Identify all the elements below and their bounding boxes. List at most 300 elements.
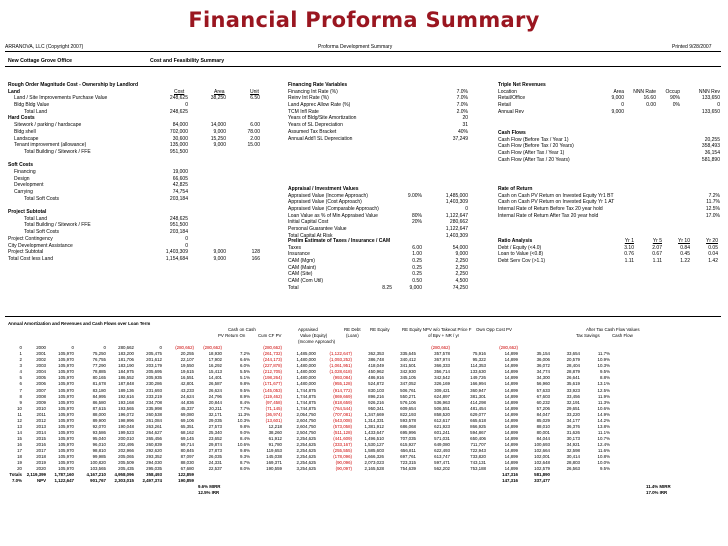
amort-cell: (227,878) xyxy=(263,363,282,369)
amort-cell: 186,552 xyxy=(118,375,134,381)
amort-cell: 77,290 xyxy=(92,363,106,369)
amort-cell: (244,173) xyxy=(263,357,282,363)
section-row xyxy=(288,136,468,143)
amort-cell: 1,585,603 xyxy=(364,447,384,453)
amort-cell: 356,714 xyxy=(434,369,450,375)
prelim-row-b: 54,000 xyxy=(452,244,468,251)
amort-cell: 2013 xyxy=(36,423,46,429)
amort-cell: 260,538 xyxy=(146,411,162,417)
section-row xyxy=(288,102,468,109)
amort-cell: 69,106 xyxy=(180,417,194,423)
amort-cell: (993,084) xyxy=(333,375,352,381)
amort-cell: 100,820 xyxy=(90,460,106,466)
section-row xyxy=(8,102,268,109)
hard-row-label: Total Building / Sitework / FFE xyxy=(24,148,91,155)
soft-row-label: Carrying xyxy=(14,189,33,195)
hard-row-area: 9,000 xyxy=(213,142,226,149)
amort-cell: 27,873 xyxy=(208,447,222,453)
appraisal-row-value: 1,403,309 xyxy=(445,232,468,239)
hard-row-area: 14,000 xyxy=(210,122,226,129)
amort-cell: 15,413 xyxy=(208,369,222,375)
prelim-row-extra: 8.25 xyxy=(382,284,392,291)
amort-cell: 295,035 xyxy=(146,466,162,472)
amort-cell: 95,040 xyxy=(92,435,106,441)
amort-cell: 14,899 xyxy=(504,460,518,466)
amort-cell: 1,530,127 xyxy=(364,441,384,447)
ratio-col-header: Yr 20 xyxy=(706,238,718,244)
amort-cell: 7.2% xyxy=(239,351,250,357)
financing-heading: Financing Rate Variables xyxy=(288,82,348,88)
amort-group-label: Value (Equity) xyxy=(300,333,328,339)
amort-cell: 4,167,210 xyxy=(86,472,106,478)
amort-cell: 650,406 xyxy=(470,435,486,441)
section-row xyxy=(288,89,468,96)
amort-cell: 1,122,647 xyxy=(54,478,74,484)
amort-cell: 102,664 xyxy=(534,447,550,453)
subtotal-row-cost: 0 xyxy=(185,242,188,249)
amort-irr-row xyxy=(8,490,720,496)
amort-cell: 102,579 xyxy=(534,466,550,472)
appraisal-row-value: 1,485,000 xyxy=(445,192,468,199)
amort-group-label: (Loan) xyxy=(346,333,359,339)
section-row xyxy=(498,251,723,258)
amort-cell: 199,523 xyxy=(118,429,134,435)
appraisal-row-label: Loan Value as % of Min Appraised Value xyxy=(288,212,378,219)
amort-cell: 10 xyxy=(17,405,22,411)
soft-row-cost: 42,825 xyxy=(172,182,188,189)
amort-group-label: Cash Flow xyxy=(612,333,633,339)
financing-row-value: 40% xyxy=(457,128,468,135)
amort-cell: 105,970 xyxy=(58,411,74,417)
amort-cell: 6.0% xyxy=(239,363,250,369)
section-row xyxy=(8,249,268,256)
amort-cell: 192,616 xyxy=(118,393,134,399)
amort-cell: 9.8% xyxy=(239,423,250,429)
amort-cell: 34,177 xyxy=(566,417,580,423)
amort-cell: 169,371 xyxy=(266,460,282,466)
amort-cell: 576,106 xyxy=(400,399,416,405)
amort-cell: 450,962 xyxy=(368,369,384,375)
land-row-label: Bldg Bldg Value xyxy=(14,102,50,109)
amort-cell: 12,218 xyxy=(268,423,282,429)
prelim-row-label: Taxes xyxy=(288,244,302,251)
amort-cell: 9.8% xyxy=(239,447,250,453)
amort-cell: 2000 xyxy=(36,345,46,351)
section-row xyxy=(498,137,723,144)
section-row xyxy=(288,265,468,272)
amort-cell: 2012 xyxy=(36,417,46,423)
amort-cell: 1,744,875 xyxy=(296,387,316,393)
amort-cell: 5.1% xyxy=(239,375,250,381)
amort-cell: 30,173 xyxy=(566,435,580,441)
rate-of-return-section xyxy=(498,186,723,219)
amort-cell: 38,260 xyxy=(268,429,282,435)
prelim-row-a: 0.50 xyxy=(412,278,422,285)
amort-cell: 2003 xyxy=(36,363,46,369)
prelim-row-label: Insurance xyxy=(288,251,310,258)
amort-cell: 201,612 xyxy=(146,357,162,363)
amort-cell: 20,255 xyxy=(180,351,194,357)
amort-cell: 57,206 xyxy=(536,405,550,411)
subheader-rule xyxy=(5,66,721,67)
amort-cell: 57,633 xyxy=(536,387,550,393)
appraisal-heading: Appraisal / Investment Values xyxy=(288,186,359,192)
header-center: Proforma Development Summary xyxy=(318,44,393,50)
amort-cell: 16 xyxy=(17,441,22,447)
ratio-row-value: 0.45 xyxy=(680,251,690,258)
amort-cell: 32,171 xyxy=(208,411,222,417)
amort-cell: 14,899 xyxy=(504,369,518,375)
financing-row-value: 7.0% xyxy=(456,102,468,109)
financing-row-value: 37,249 xyxy=(452,135,468,142)
appraisal-section xyxy=(288,186,468,240)
amort-cell: 30,414 xyxy=(566,454,580,460)
soft-row-cost: 74,754 xyxy=(172,189,188,195)
appraisal-row-pct: 9.00% xyxy=(407,192,422,199)
section-row xyxy=(498,213,723,220)
amort-cell: 1,381,912 xyxy=(364,423,384,429)
amort-cell: 2,254,625 xyxy=(296,454,316,460)
rough-heading: Rough Order Magnitude Cost - Ownership by Landlord xyxy=(8,82,138,88)
amort-cell: 15 xyxy=(17,435,22,441)
amort-cell: 14.9% xyxy=(597,411,610,417)
amort-cell: 33,456 xyxy=(566,393,580,399)
hard-row-cost: 30,600 xyxy=(172,135,188,142)
amort-cell: 68,162 xyxy=(180,429,194,435)
land-row-cost: 248,625 xyxy=(169,108,188,115)
amort-cell: 414,298 xyxy=(470,399,486,405)
amort-cell: 84,995 xyxy=(92,393,106,399)
subtotal-row-unit: 166 xyxy=(251,255,260,262)
amort-cell: 35,154 xyxy=(536,351,550,357)
amort-cell: 609,654 xyxy=(400,405,416,411)
amort-cell: 14,899 xyxy=(504,357,518,363)
amort-cell: 187,848 xyxy=(118,381,134,387)
amort-cell: 24,331 xyxy=(208,460,222,466)
amort-cell: 711,707 xyxy=(470,441,486,447)
amort-cell: 2,254,625 xyxy=(296,447,316,453)
amort-cell: 105,970 xyxy=(58,399,74,405)
amort-cell: (71,145) xyxy=(265,405,282,411)
amort-cell: 205,475 xyxy=(146,351,162,357)
amort-cell: 205,509 xyxy=(118,460,134,466)
amort-cell: 11.1% xyxy=(597,429,610,435)
amort-cell: 69,714 xyxy=(180,441,194,447)
amort-cell: 233,219 xyxy=(146,393,162,399)
section-row xyxy=(288,251,468,258)
amort-cell: 84,047 xyxy=(536,411,550,417)
subtotal-row-label: Project Contingency xyxy=(8,235,53,242)
subtotal-row-cost: 203,184 xyxy=(169,229,188,236)
appraisal-row-value: 1,122,647 xyxy=(445,226,468,233)
amort-cell: (36,974) xyxy=(265,411,282,417)
amort-cell: (280,662) xyxy=(431,345,450,351)
amort-cell: 309,421 xyxy=(434,387,450,393)
subtotal-row-area: 9,000 xyxy=(213,249,226,256)
appraisal-row-label: Appraised Value (Income Approach) xyxy=(288,192,368,199)
amort-cell: 2009 xyxy=(36,399,46,405)
amort-cell: 621,923 xyxy=(434,423,450,429)
amort-cell: 85,029 xyxy=(536,417,550,423)
amort-cell: 0 xyxy=(159,345,162,351)
prelim-row-label: CAM (Site) xyxy=(288,271,313,278)
amort-cell: 1,666,326 xyxy=(364,454,384,460)
amort-cell: NPV xyxy=(36,478,46,484)
amort-cell: 2,254,625 xyxy=(296,441,316,447)
amort-cell: 743,131 xyxy=(470,460,486,466)
amort-cell: Totals xyxy=(9,472,22,478)
amort-cell: 1,480,000 xyxy=(296,375,316,381)
amort-cell: 84,044 xyxy=(536,435,550,441)
amort-cell: 34,774 xyxy=(536,369,550,375)
irr-after-tax: 17.0% IRR xyxy=(646,490,668,496)
amort-cell: 3,254,625 xyxy=(296,466,316,472)
hard-row-label: Landscape xyxy=(14,135,39,142)
amort-cell: 723,315 xyxy=(400,460,416,466)
amort-cell: 105,970 xyxy=(58,429,74,435)
amort-cell: 105,970 xyxy=(58,393,74,399)
amort-cell: (90,097) xyxy=(335,466,352,472)
amort-cell: 44,836 xyxy=(180,399,194,405)
amort-cell: 26,035 xyxy=(208,454,222,460)
soft-row-cost: 19,000 xyxy=(172,168,188,175)
prelim-row-b: 4,500 xyxy=(455,278,468,285)
amort-cell: 88,000 xyxy=(92,411,106,417)
appraisal-row-value: 1,122,647 xyxy=(445,212,468,219)
amort-cell: 8.8% xyxy=(599,375,610,381)
amort-group-label: After Tax Cash Flow Values xyxy=(586,327,640,333)
amort-cell: 2,604,750 xyxy=(296,423,316,429)
appraisal-row-value: 1,403,309 xyxy=(445,199,468,206)
col-cost-header: Cost xyxy=(174,88,185,95)
amort-cell: 14.2% xyxy=(597,417,610,423)
hard-row-unit: 78.00 xyxy=(247,128,260,135)
amort-cell: 105,970 xyxy=(58,387,74,393)
amort-cell: 20,844 xyxy=(208,399,222,405)
amort-cell: 24,624 xyxy=(180,393,194,399)
amort-cell: 858,520 xyxy=(434,411,450,417)
col-unit-header: Unit xyxy=(250,88,259,95)
section-row xyxy=(288,219,468,226)
section-row xyxy=(288,278,468,285)
amort-cell: 26,587 xyxy=(208,381,222,387)
amort-cell: 10.7% xyxy=(597,435,610,441)
amort-cell: 686,068 xyxy=(400,423,416,429)
amort-cell: 2015 xyxy=(36,435,46,441)
amort-cell: 5.5% xyxy=(239,369,250,375)
amort-cell: 901,767 xyxy=(90,478,106,484)
amort-cell: 202,966 xyxy=(118,447,134,453)
section-row xyxy=(8,256,268,263)
amort-cell: 45,337 xyxy=(180,405,194,411)
amort-cell: 11.7% xyxy=(597,351,610,357)
amort-cell: (119,462) xyxy=(263,393,282,399)
amort-cell: (13,601) xyxy=(265,417,282,423)
amort-cell: 14,899 xyxy=(504,387,518,393)
amort-cell: 105,970 xyxy=(58,454,74,460)
prelim-row-a: 0.25 xyxy=(412,264,422,271)
amort-cell: 80,845 xyxy=(180,447,194,453)
appraisal-row-value: 280,662 xyxy=(449,219,468,226)
amort-cell: 28,803 xyxy=(566,460,580,466)
amort-cell: 25,340 xyxy=(208,429,222,435)
financing-row-label: Assumed Tax Bracket xyxy=(288,128,337,135)
amort-cell: 202,495 xyxy=(118,441,134,447)
ratio-col-header: Yr 5 xyxy=(652,238,662,244)
amort-cell: 65,351 xyxy=(180,423,194,429)
triple-row-area: 9,000 xyxy=(611,108,624,115)
section-row xyxy=(8,136,268,143)
cash-flow-row-label: Cash Flow (After Tax / Year 1) xyxy=(498,150,565,157)
amort-cell: 593,578 xyxy=(400,417,416,423)
amort-cell: 32,191 xyxy=(566,399,580,405)
amort-cell: 102,648 xyxy=(534,460,550,466)
hard-label: Hard Costs xyxy=(8,115,35,122)
amort-cell: 36,006 xyxy=(536,357,550,363)
amort-cell: 181,706 xyxy=(118,357,134,363)
amort-cell: 753,188 xyxy=(470,466,486,472)
amort-cell: 28,879 xyxy=(566,369,580,375)
amort-cell: 235,998 xyxy=(146,405,162,411)
amort-cell: 122,859 xyxy=(178,472,194,478)
amort-cell: 8.9% xyxy=(239,393,250,399)
land-row-label: Total Land xyxy=(24,108,48,115)
amortization-table xyxy=(8,321,720,496)
section-row xyxy=(8,129,268,136)
amort-cell: 190,859 xyxy=(178,478,194,484)
amort-cell: 550,271 xyxy=(400,393,416,399)
amort-cell: 1,433,647 xyxy=(364,429,384,435)
amort-cell: 386,748 xyxy=(368,357,384,363)
amort-cell: 14,899 xyxy=(504,435,518,441)
amort-cell: 102,001 xyxy=(534,454,550,460)
section-row xyxy=(498,102,723,109)
amort-cell: 119,653 xyxy=(266,447,282,453)
amort-cell: (145,053) xyxy=(263,387,282,393)
financing-row-label: Years of SL Depreciation xyxy=(288,122,343,129)
amort-cell: 2020 xyxy=(36,466,46,472)
ratio-row-value: 0.84 xyxy=(680,244,690,251)
prelim-row-b: 2,250 xyxy=(455,271,468,278)
amort-cell: 105,970 xyxy=(58,351,74,357)
financing-section xyxy=(288,82,468,142)
amort-cell: 2,254,625 xyxy=(296,435,316,441)
amort-cell: 8.7% xyxy=(239,460,250,466)
section-row xyxy=(8,222,268,229)
amort-cell: 1,787,160 xyxy=(54,472,74,478)
amort-cell: 205,065 xyxy=(118,454,134,460)
appraisal-row-pct: 80% xyxy=(411,212,422,219)
amort-cell: 665,618 xyxy=(470,417,486,423)
amort-cell: 10.0% xyxy=(597,460,610,466)
soft-row-cost: 203,184 xyxy=(169,195,188,202)
ror-heading: Rate of Return xyxy=(498,186,533,192)
amort-cell: 0 xyxy=(71,345,74,351)
prelim-row-b: 9,000 xyxy=(455,251,468,258)
hard-row-unit: 2.00 xyxy=(250,135,260,142)
amort-cell: 20 xyxy=(17,466,22,472)
amort-cell: 926,216 xyxy=(368,399,384,405)
amort-cell: 184,975 xyxy=(118,369,134,375)
amort-cell: 9.5% xyxy=(599,369,610,375)
amort-cell: 649,080 xyxy=(434,441,450,447)
amort-cell: 1,485,000 xyxy=(296,351,316,357)
amort-cell: 896,216 xyxy=(368,393,384,399)
amort-cell: 88,030 xyxy=(180,460,194,466)
amort-cell: 2002 xyxy=(36,357,46,363)
ratio-row-label: Debt / Equity (<4.0) xyxy=(498,244,542,251)
prelim-row-label: Total xyxy=(288,284,299,291)
amort-cell: (255,555) xyxy=(333,447,352,453)
amort-cell: 866,925 xyxy=(470,423,486,429)
amort-cell: 29,035 xyxy=(208,417,222,423)
amort-cell: 722,943 xyxy=(470,447,486,453)
appraisal-row-label: Personal Guarantee Value xyxy=(288,226,347,233)
subtotal-row-cost: 248,625 xyxy=(169,215,188,222)
section-row xyxy=(8,95,268,102)
amort-cell: 754,639 xyxy=(400,466,416,472)
amort-cell: 2010 xyxy=(36,405,46,411)
land-label: Land xyxy=(8,88,20,95)
triple-row-label: Annual Rev xyxy=(498,108,524,115)
amort-cell: 11.3% xyxy=(597,399,610,405)
amort-cell: 198,996 xyxy=(118,417,134,423)
amort-cell: 261,084 xyxy=(146,417,162,423)
amort-cell: 2019 xyxy=(36,460,46,466)
amort-cell: 149,726 xyxy=(470,375,486,381)
amort-cell: 92,070 xyxy=(92,423,106,429)
amort-cell: 99,985 xyxy=(92,454,106,460)
amort-cell: 88,010 xyxy=(536,423,550,429)
amort-cell: 613,747 xyxy=(434,454,450,460)
amort-cell: (261,732) xyxy=(263,351,282,357)
project-name: New Cottage Grove Office xyxy=(8,58,72,64)
amort-cell: 10.9% xyxy=(597,357,610,363)
soft-row-cost: 66,605 xyxy=(172,175,188,182)
amort-cell: 203,179 xyxy=(146,363,162,369)
amort-cell: 830,103 xyxy=(368,387,384,393)
amort-cell: 166,994 xyxy=(470,381,486,387)
amort-cell: 14,899 xyxy=(504,399,518,405)
amort-group-label: RE Equity xyxy=(370,327,390,333)
triple-row-rate: 16.60 xyxy=(643,95,656,102)
financing-row-value: 2.0% xyxy=(456,108,468,115)
soft-label: Soft Costs xyxy=(8,162,33,169)
amort-cell: 26,641 xyxy=(566,375,580,381)
subtotal-row-label: Total Soft Costs xyxy=(24,229,60,236)
amort-cell: 67,680 xyxy=(180,466,194,472)
amort-cell: 27,573 xyxy=(208,423,222,429)
amort-cell: 42,801 xyxy=(180,381,194,387)
subtotal-row-cost: 951,500 xyxy=(169,222,188,229)
hard-row-unit: 6.00 xyxy=(250,122,260,129)
amort-cell: (1,122,647) xyxy=(329,351,352,357)
appraisal-row-label: Total Capital At Risk xyxy=(288,232,333,239)
amort-group-label: Appraised xyxy=(298,327,318,333)
amort-cell: (441,609) xyxy=(333,435,352,441)
amort-group-label: Own Opp Cost PV xyxy=(476,327,512,333)
amort-cell: 506,551 xyxy=(434,405,450,411)
prelim-row-label: CAM (Maint) xyxy=(288,264,317,271)
triple-row-rate: 0.00 xyxy=(646,102,656,109)
amort-cell: 18,930 xyxy=(208,351,222,357)
amort-cell: 486,916 xyxy=(368,375,384,381)
amort-cell: 1,480,000 xyxy=(296,369,316,375)
ror-row-value: 17.0% xyxy=(705,212,720,219)
amort-cell: 345,105 xyxy=(400,375,416,381)
amort-cell: 81,678 xyxy=(92,381,106,387)
hard-row-cost: 84,000 xyxy=(172,122,188,129)
